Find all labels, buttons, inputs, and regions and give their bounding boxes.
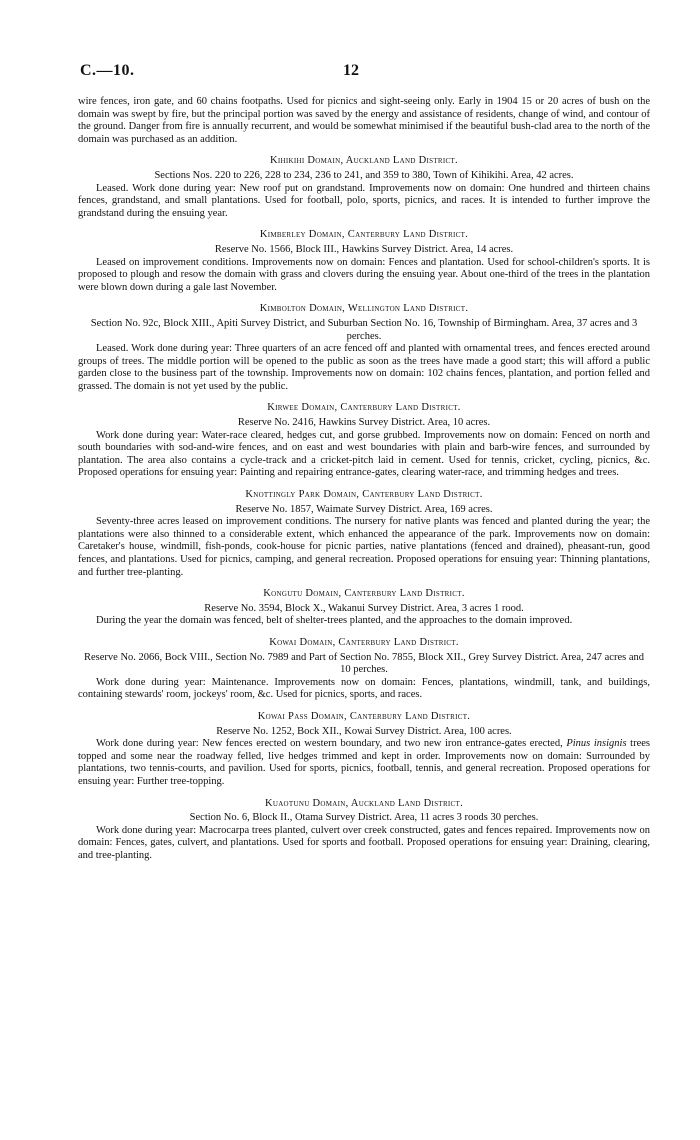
section-description: Section No. 92c, Block XIII., Apiti Survey District, and Suburban Section No. 16, Township of Birmingham. Area, 37 acres and 3 perches. <box>90 317 638 342</box>
section-kowai <box>78 637 650 702</box>
section-description: Reserve No. 3594, Block X., Wakanui Survey District. Area, 3 acres 1 rood. <box>204 602 524 614</box>
section-description: Reserve No. 1857, Waimate Survey District. Area, 169 acres. <box>235 503 493 515</box>
section-heading: Kuaotunu Domain, Auckland Land District. <box>264 797 464 809</box>
section-knottingly-park <box>78 489 650 579</box>
section-heading: Knottingly Park Domain, Canterbury Land District. <box>245 489 483 501</box>
section-body: Leased. Work done during year: Three quarters of an acre fenced off and planted with ornamental trees, and fences erected around groups of trees. The middle portion will be opened to the public as soon as the trees have made a good start; this will afford a public garden close to the business part of the township. Improvements now on domain: 102 chains fences, plantation, and portion felled and grassed. The domain is not yet used by the public. <box>78 343 650 392</box>
section-description: Reserve No. 1252, Bock XII., Kowai Survey District. Area, 100 acres. <box>216 725 512 737</box>
document-reference: C.—10. <box>80 62 135 79</box>
body-text: trees topped and some near the roadway felled, live hedges trimmed and kept in order. Improvements now on domain: Surrounded by plantations, two tennis-courts, and pavilion. Used for sports, picnics, football, tennis, and general recreation. Proposed operations for ensuing year: Further tree-topping. <box>78 738 651 787</box>
page-header <box>78 62 650 96</box>
section-description: Reserve No. 1566, Block III., Hawkins Survey District. Area, 14 acres. <box>214 243 514 255</box>
section-description: Reserve No. 2066, Bock VIII., Section No. 7989 and Part of Section No. 7855, Block XII., Grey Survey District. Area, 247 acres and 10 perches. <box>84 651 644 676</box>
section-description: Reserve No. 2416, Hawkins Survey District. Area, 10 acres. <box>237 417 491 429</box>
section-kihikihi <box>78 155 650 220</box>
section-body: Work done during year: Macrocarpa trees planted, culvert over creek constructed, gates and fences repaired. Improvements now on domain: Fences, gates, culvert, and plantations. Used for sports and football. Proposed operations for ensuing year: Draining, clearing, and tree-planting. <box>78 824 650 861</box>
section-body: Work done during year: Water-race cleared, hedges cut, and gorse grubbed. Improvements now on domain: Fenced on north and south boundaries with sod-and-wire fences, and on east and west boundaries with plain and barb-wire fences, and surrounded by plantation. The area also contains a cycle-track and a cricket-pitch laid in cement. Used for tennis, cricket, cycling, picnics, &c. Proposed operations for ensuing year: Painting and repairing entrance-gates, clearing water-race, and trimming hedges and trees. <box>78 429 650 479</box>
section-kongutu <box>78 588 650 628</box>
section-heading: Kirwee Domain, Canterbury Land District. <box>267 402 461 414</box>
body-text: Work done during year: New fences erected on western boundary, and two new iron entrance-gates erected, <box>96 738 567 750</box>
section-kuaotunu <box>78 798 650 863</box>
section-description: Sections Nos. 220 to 226, 228 to 234, 236 to 241, and 359 to 380, Town of Kihikihi. Area, 42 acres. <box>154 169 574 181</box>
section-body: Seventy-three acres leased on improvement conditions. The nursery for native plants was fenced and planted during the year; the plantations were also thinned to a considerable extent, which enhanced the appearance of the park. Improvements now on domain: Caretaker's house, windmill, fish-ponds, cook-house for picnic parties, native plantations (fenced and drained), pheasant-run, good fences, and plantations. Used for picnics, camping, and general recreation. Proposed operations for ensuing year: Thinning plantations, and further tree-planting. <box>78 516 650 578</box>
section-heading: Kongutu Domain, Canterbury Land District. <box>263 588 465 600</box>
section-heading: Kimberley Domain, Canterbury Land District. <box>259 229 469 241</box>
section-heading: Kowai Domain, Canterbury Land District. <box>269 636 459 648</box>
section-body: Work done during year: Maintenance. Improvements now on domain: Fences, plantations, windmill, tank, and buildings, containing stewards' room, jockeys' room, &c. Used for picnics, sports, and races. <box>78 676 650 701</box>
page-number: 12 <box>343 62 359 79</box>
section-description: Section No. 6, Block II., Otama Survey District. Area, 11 acres 3 roods 30 perches. <box>189 812 539 824</box>
section-kirwee <box>78 402 650 480</box>
section-heading: Kimbolton Domain, Wellington Land District. <box>259 303 469 315</box>
section-kowai-pass <box>78 711 650 789</box>
italic-species-name: Pinus insignis <box>566 738 627 750</box>
section-body <box>78 738 650 788</box>
section-body: Leased on improvement conditions. Improvements now on domain: Fences and plantation. Used for school-children's sports. It is proposed to plough and resow the domain with grass and clovers during the ensuing year. About one-third of the trees in the plantation were blown down during a gale last November. <box>78 256 650 293</box>
intro-paragraph: wire fences, iron gate, and 60 chains footpaths. Used for picnics and sight-seeing only. Early in 1904 15 or 20 acres of bush on the domain was swept by fire, but the principal portion was saved by the energy and assistance of residents, change of wind, and contour of the ground. Danger from fire is annually recurrent, and would be somewhat minimised if the beautiful bush-clad area to the north of the domain was purchased as an addition. <box>78 96 650 145</box>
document-body <box>78 96 650 862</box>
section-body: During the year the domain was fenced, belt of shelter-trees planted, and the approaches to the domain improved. <box>96 615 573 627</box>
section-kimberley <box>78 229 650 294</box>
section-kimbolton <box>78 303 650 393</box>
section-heading: Kowai Pass Domain, Canterbury Land District. <box>257 710 471 722</box>
section-body: Leased. Work done during year: New roof put on grandstand. Improvements now on domain: One hundred and thirteen chains fences, grandstand, and small plantations. Used for football, polo, sports, picnics, and races. It is intended to further improve the grandstand during the ensuing year. <box>78 182 650 219</box>
section-heading: Kihikihi Domain, Auckland Land District. <box>270 155 458 167</box>
